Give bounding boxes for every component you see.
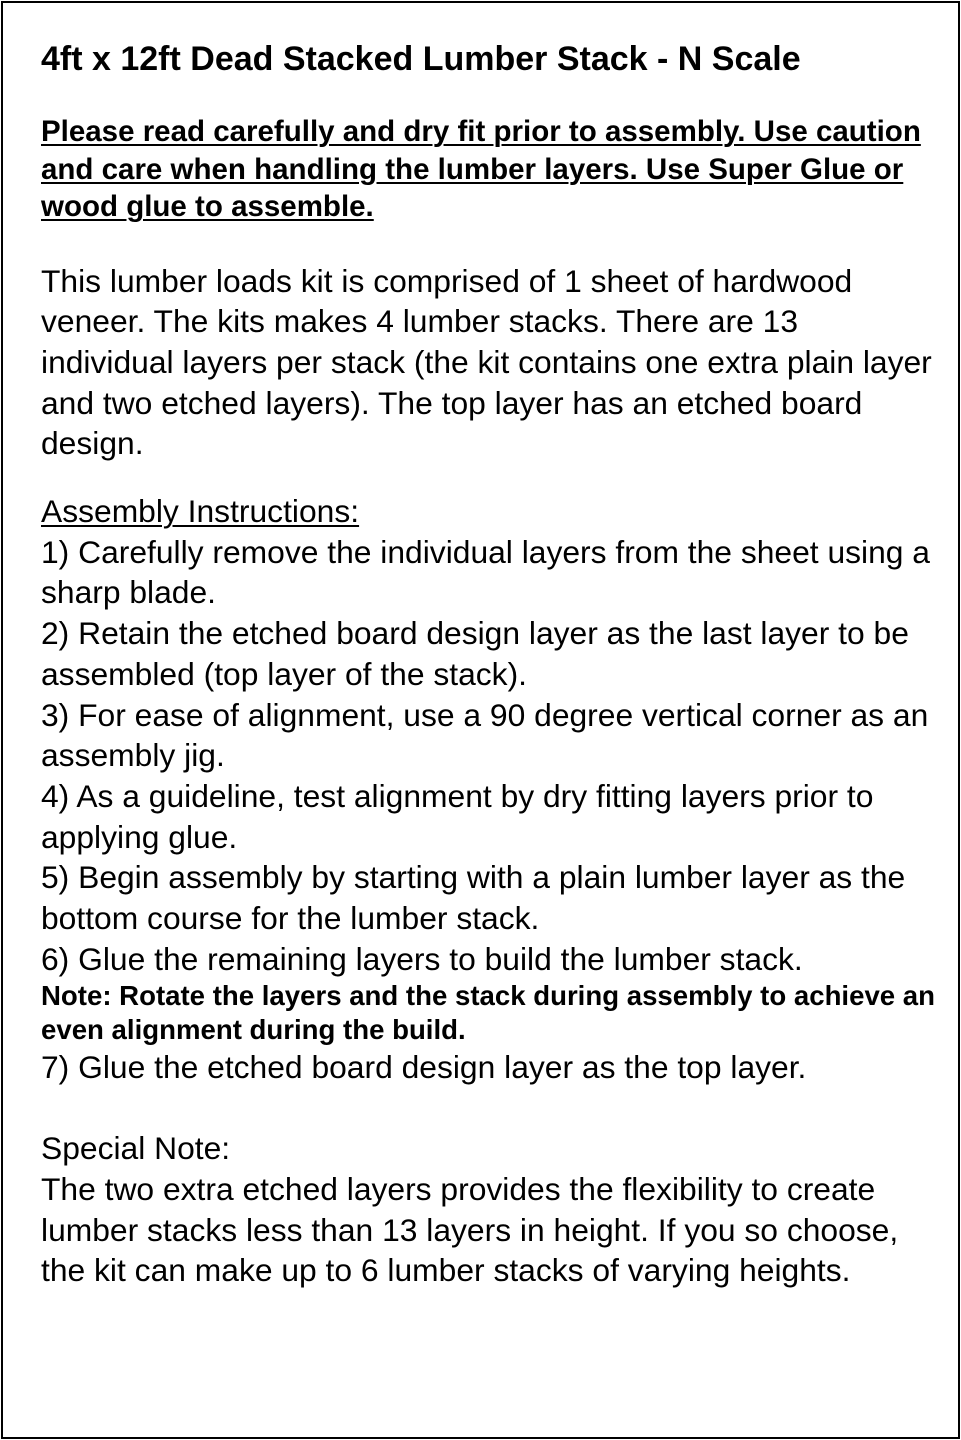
assembly-step-1: 1) Carefully remove the individual layers from the sheet using a sharp blade. — [41, 533, 930, 611]
document-title: 4ft x 12ft Dead Stacked Lumber Stack - N Scale — [41, 40, 801, 78]
assembly-instructions — [41, 491, 936, 1088]
assembly-step-2: 2) Retain the etched board design layer as the last layer to be assembled (top layer of the stack). — [41, 615, 909, 692]
assembly-step-7: 7) Glue the etched board design layer as the top layer. — [41, 1049, 807, 1086]
assembly-heading: Assembly Instructions: — [41, 493, 360, 530]
assembly-warning: Please read carefully and dry fit prior to assembly. Use caution and care when handling the lumber layers. Use Super Glue or wood glue to assemble. — [41, 115, 921, 223]
assembly-step-4: 4) As a guideline, test alignment by dry fitting layers prior to applying glue. — [41, 777, 874, 855]
special-note-text: The two extra etched layers provides the flexibility to create lumber stacks less than 13 layers in height. If you so choose, the kit can make up to 6 lumber stacks of varying heights. — [41, 1170, 899, 1289]
assembly-step-5: 5) Begin assembly by starting with a plain lumber layer as the bottom course for the lumber stack. — [41, 859, 906, 937]
assembly-step-6: 6) Glue the remaining layers to build the lumber stack. — [41, 940, 803, 977]
special-note — [41, 1128, 936, 1291]
special-note-heading: Special Note: — [41, 1130, 231, 1167]
instruction-content — [41, 39, 936, 1291]
assembly-note: Note: Rotate the layers and the stack during assembly to achieve an even alignment during the build. — [41, 980, 936, 1046]
kit-description: This lumber loads kit is comprised of 1 sheet of hardwood veneer. The kits makes 4 lumber stacks. There are 13 individual layers per stack (the kit contains one extra plain layer and two etched layers). The top layer has an etched board design. — [41, 262, 932, 462]
instruction-card — [1, 1, 960, 1439]
assembly-step-3: 3) For ease of alignment, use a 90 degree vertical corner as an assembly jig. — [41, 696, 929, 774]
